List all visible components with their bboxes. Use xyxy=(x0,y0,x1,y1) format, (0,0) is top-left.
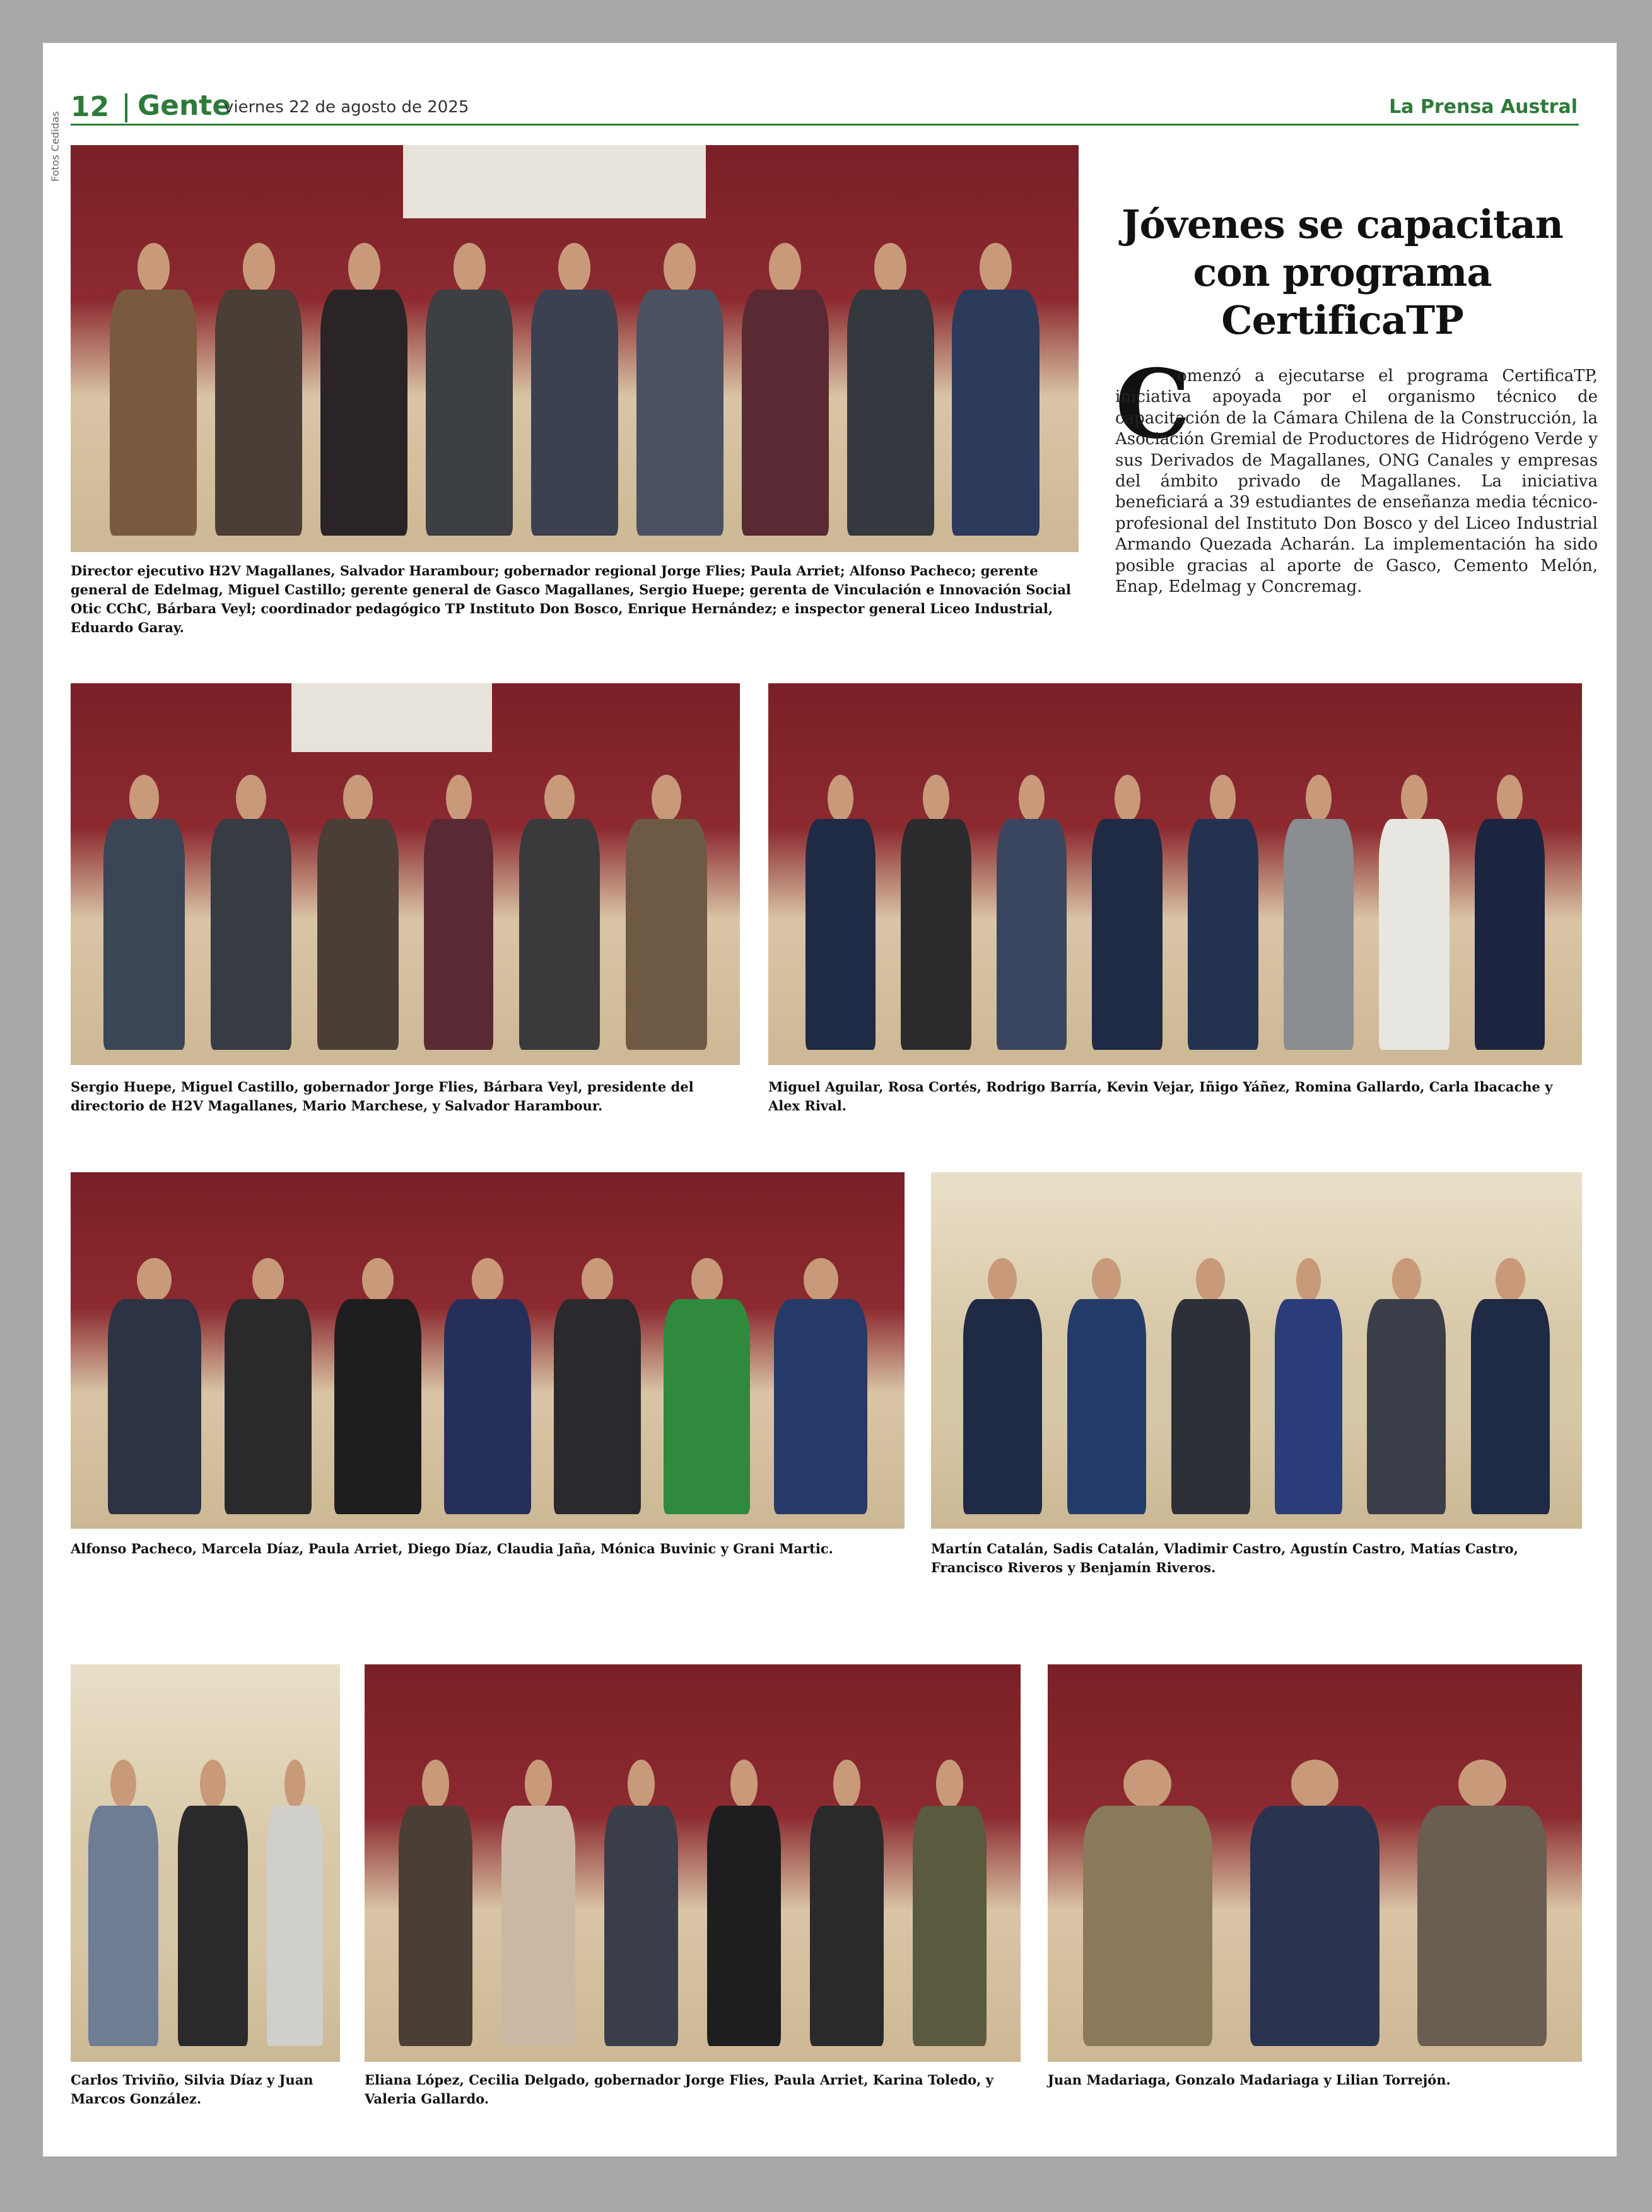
caption-photo2: Sergio Huepe, Miguel Castillo, gobernador Jorge Flies, Bárbara Veyl, presidente del directorio de H2V Magallanes, Mario Marchese, y Salvador Harambour. xyxy=(71,1079,694,1114)
article-body xyxy=(1115,366,1598,597)
caption-photo7: Eliana López, Cecilia Delgado, gobernador Jorge Flies, Paula Arriet, Karina Toledo, y Valeria Gallardo. xyxy=(365,2072,993,2107)
article-headline: Jóvenes se capacitan con programa CertificaTP xyxy=(1122,201,1563,343)
photo-group-stage xyxy=(71,145,1079,552)
header-rule xyxy=(71,124,1579,126)
caption-photo3: Miguel Aguilar, Rosa Cortés, Rodrigo Barría, Kevin Vejar, Iñigo Yáñez, Romina Gallardo, Carla Ibacache y Alex Rival. xyxy=(768,1079,1553,1114)
article-body-text: omenzó a ejecutarse el programa CertificaTP, iniciativa apoyada por el organismo técnico de capacitación de la Cámara Chilena de la Construcción, la Asociación Gremial de Productores de Hidrógeno Verde y sus Derivados de Magallanes, ONG Canales y empresas del ámbito privado de Magallanes. La iniciativa beneficiará a 39 estudiantes de enseñanza media técnico-profesional del Instituto Don Bosco y del Liceo Industrial Armando Quezada Acharán. La implementación ha sido posible gracias al aporte de Gasco, Cemento Melón, Enap, Edelmag y Concremag. xyxy=(1115,367,1598,597)
caption-photo4: Alfonso Pacheco, Marcela Díaz, Paula Arriet, Diego Díaz, Claudia Jaña, Mónica Buvinic y Grani Martic. xyxy=(71,1541,833,1556)
photo-family-group xyxy=(931,1172,1582,1529)
photo-students-group xyxy=(768,683,1582,1065)
caption-photo6: Carlos Triviño, Silvia Díaz y Juan Marcos González. xyxy=(71,2072,313,2107)
newspaper-page xyxy=(43,43,1617,2156)
caption-photo1: Director ejecutivo H2V Magallanes, Salvador Harambour; gobernador regional Jorge Flies; Paula Arriet; Alfonso Pacheco; gerente general de Edelmag, Miguel Castillo; gerente general de Gasco Magallanes, Sergio Huepe; gerenta de Vinculación e Innovación Social Otic CChC, Bárbara Veyl; coordinador pedagógico TP Instituto Don Bosco, Enrique Hernández; e inspector general Liceo Industrial, Eduardo Garay. xyxy=(71,563,1071,635)
header-separator xyxy=(125,93,127,122)
section-name: Gente xyxy=(138,90,231,122)
drop-cap: C xyxy=(1115,349,1191,460)
caption-photo8: Juan Madariaga, Gonzalo Madariaga y Lilian Torrejón. xyxy=(1048,2072,1451,2088)
page-number: 12 xyxy=(71,91,110,123)
photo-officials-group xyxy=(71,683,740,1065)
photo-credit: Fotos Cedidas xyxy=(49,111,61,182)
photo-hall-group xyxy=(365,1664,1021,2062)
photo-guests-group xyxy=(71,1172,905,1529)
photo-family-trio xyxy=(71,1664,340,2062)
masthead: La Prensa Austral xyxy=(1389,96,1578,118)
header-date: viernes 22 de agosto de 2025 xyxy=(224,98,469,117)
caption-photo5: Martín Catalán, Sadis Catalán, Vladimir Castro, Agustín Castro, Matías Castro, Francisco Riveros y Benjamín Riveros. xyxy=(931,1541,1518,1575)
photo-madariaga-group xyxy=(1048,1664,1582,2062)
people-silhouettes xyxy=(101,243,1048,536)
